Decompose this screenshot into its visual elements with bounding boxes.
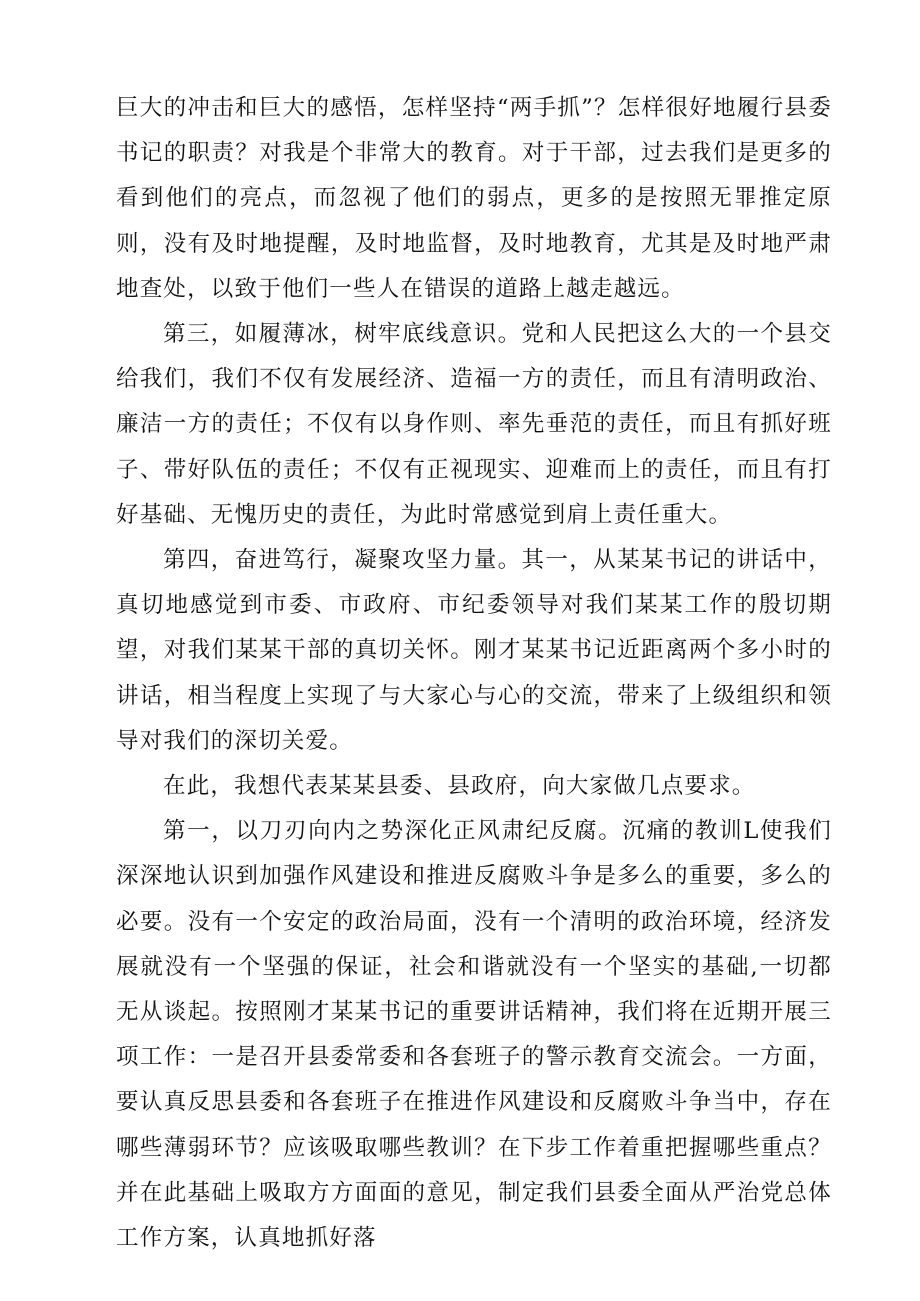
paragraph-first-requirement: 第一，以刀刃向内之势深化正风肃纪反腐。沉痛的教训L使我们深深地认识到加强作风建设和推进反腐败斗争是多么的重要，多么的必要。没有一个安定的政治局面，没有一个清明的政治环境，经济发展就没有一个坚强的保证，社会和谐就没有一个坚实的基础,一切都无从谈起。按照刚才某某书记的重要讲话精神，我们将在近期开展三项工作：一是召开县委常委和各套班子的警示教育交流会。一方面，要认真反思县委和各套班子在推进作风建设和反腐败斗争当中，存在哪些薄弱环节？应该吸取哪些教训？在下步工作着重把握哪些重点？并在此基础上吸取方方面面的意见，制定我们县委全面从严治党总体工作方案，认真地抓好落 xyxy=(116,818,832,1252)
paragraph-requirements-intro: 在此，我想代表某某县委、县政府，向大家做几点要求。 xyxy=(163,773,756,800)
paragraph-continuation: 巨大的冲击和巨大的感悟，怎样坚持“两手抓”？怎样很好地履行县委书记的职责？对我是个非常大的教育。对于干部，过去我们是更多的看到他们的亮点，而忽视了他们的弱点，更多的是按照无罪推定原则，没有及时地提醒，及时地监督，及时地教育，尤其是及时地严肃地查处，以致于他们一些人在错误的道路上越走越远。 xyxy=(116,95,832,302)
paragraph-third-point: 第三，如履薄冰，树牢底线意识。党和人民把这么大的一个县交给我们，我们不仅有发展经济、造福一方的责任，而且有清明政治、廉洁一方的责任；不仅有以身作则、率先垂范的责任，而且有抓好班子、带好队伍的责任；不仅有正视现实、迎难而上的责任，而且有打好基础、无愧历史的责任，为此时常感觉到肩上责任重大。 xyxy=(116,321,832,528)
paragraph-fourth-point: 第四，奋进笃行，凝聚攻坚力量。其一，从某某书记的讲话中，真切地感觉到市委、市政府、市纪委领导对我们某某工作的殷切期望，对我们某某干部的真切关怀。刚才某某书记近距离两个多小时的讲话，相当程度上实现了与大家心与心的交流，带来了上级组织和领导对我们的深切关爱。 xyxy=(116,547,832,754)
document-page xyxy=(116,86,832,1261)
